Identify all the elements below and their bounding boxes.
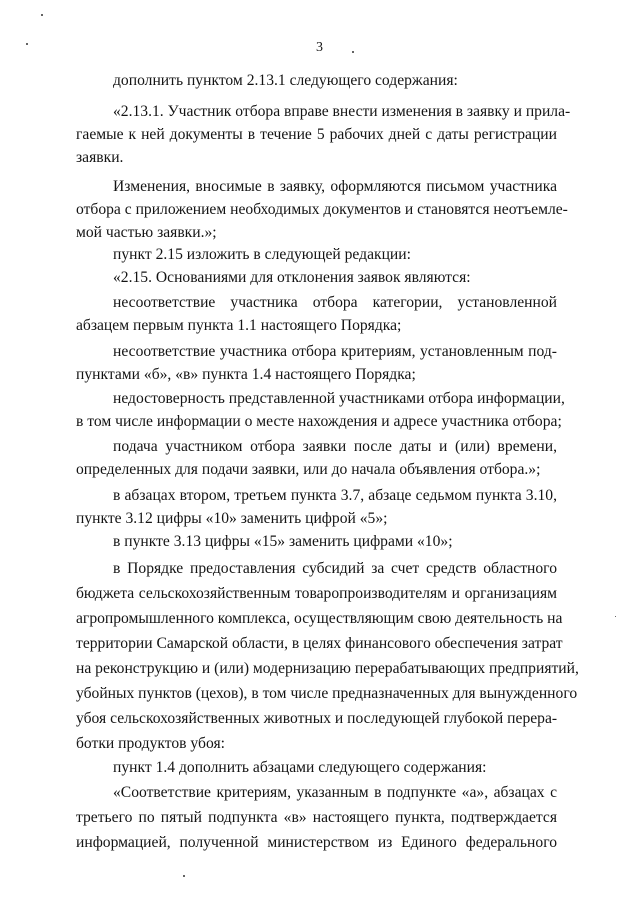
paragraph-line: гаемые к ней документы в течение 5 рабочих дней с даты регистрации (76, 126, 557, 143)
paragraph-line: отбора с приложением необходимых документов и становятся неотъемле- (76, 201, 568, 218)
scan-speck (615, 616, 616, 617)
paragraph-line: ботки продуктов убоя: (76, 735, 225, 752)
paragraph-line: «2.15. Основаниями для отклонения заявок являются: (113, 269, 471, 286)
paragraph-line: третьего по пятый подпункта «в» настоящего пункта, подтверждается (76, 809, 557, 826)
scan-speck (41, 14, 43, 16)
scan-speck (352, 51, 354, 53)
paragraph-line: пункт 1.4 дополнить абзацами следующего содержания: (113, 759, 487, 776)
paragraph-line: подача участником отбора заявки после даты и (или) времени, (113, 438, 557, 455)
paragraph-line: убойных пунктов (цехов), в том числе предназначенных для вынужденного (76, 685, 578, 702)
paragraph-line: пункте 3.12 цифры «10» заменить цифрой «5»; (76, 510, 388, 527)
page-number: 3 (316, 40, 323, 55)
paragraph-line: заявки. (76, 149, 124, 166)
paragraph-line: в пункте 3.13 цифры «15» заменить цифрами «10»; (113, 533, 453, 550)
paragraph-line: в том числе информации о месте нахождения и адресе участника отбора; (76, 413, 562, 430)
scan-speck (183, 875, 185, 877)
paragraph-line: убоя сельскохозяйственных животных и последующей глубокой перера- (76, 710, 558, 727)
paragraph-line: агропромышленного комплекса, осуществляющим свою деятельность на (76, 610, 563, 627)
paragraph-line: абзацем первым пункта 1.1 настоящего Порядка; (76, 317, 402, 334)
paragraph-line: территории Самарской области, в целях финансового обеспечения затрат (76, 635, 563, 652)
paragraph-line: недостоверность представленной участниками отбора информации, (113, 390, 565, 407)
paragraph-line: дополнить пунктом 2.13.1 следующего содержания: (113, 72, 458, 89)
paragraph-line: бюджета сельскохозяйственным товаропроизводителям и организациям (76, 585, 557, 602)
paragraph-line: пункт 2.15 изложить в следующей редакции: (113, 246, 411, 263)
paragraph-line: пунктами «б», «в» пункта 1.4 настоящего Порядка; (76, 366, 416, 383)
paragraph-line: в Порядке предоставления субсидий за счет средств областного (113, 560, 557, 577)
paragraph-line: мой частью заявки.»; (76, 224, 217, 241)
paragraph-line: на реконструкцию и (или) модернизацию перерабатывающих предприятий, (76, 660, 579, 677)
paragraph-line: Изменения, вносимые в заявку, оформляются письмом участника (113, 178, 557, 195)
paragraph-line: несоответствие участника отбора категории, установленной (113, 294, 557, 311)
scan-speck (26, 43, 28, 45)
paragraph-line: «Соответствие критериям, указанным в подпункте «а», абзацах с (113, 784, 557, 801)
paragraph-line: «2.13.1. Участник отбора вправе внести изменения в заявку и прила- (113, 103, 571, 120)
paragraph-line: в абзацах втором, третьем пункта 3.7, абзаце седьмом пункта 3.10, (113, 487, 557, 504)
paragraph-line: несоответствие участника отбора критериям, установленным под- (113, 343, 557, 360)
paragraph-line: определенных для подачи заявки, или до начала объявления отбора.»; (76, 461, 541, 478)
paragraph-line: информацией, полученной министерством из Единого федерального (76, 834, 557, 851)
